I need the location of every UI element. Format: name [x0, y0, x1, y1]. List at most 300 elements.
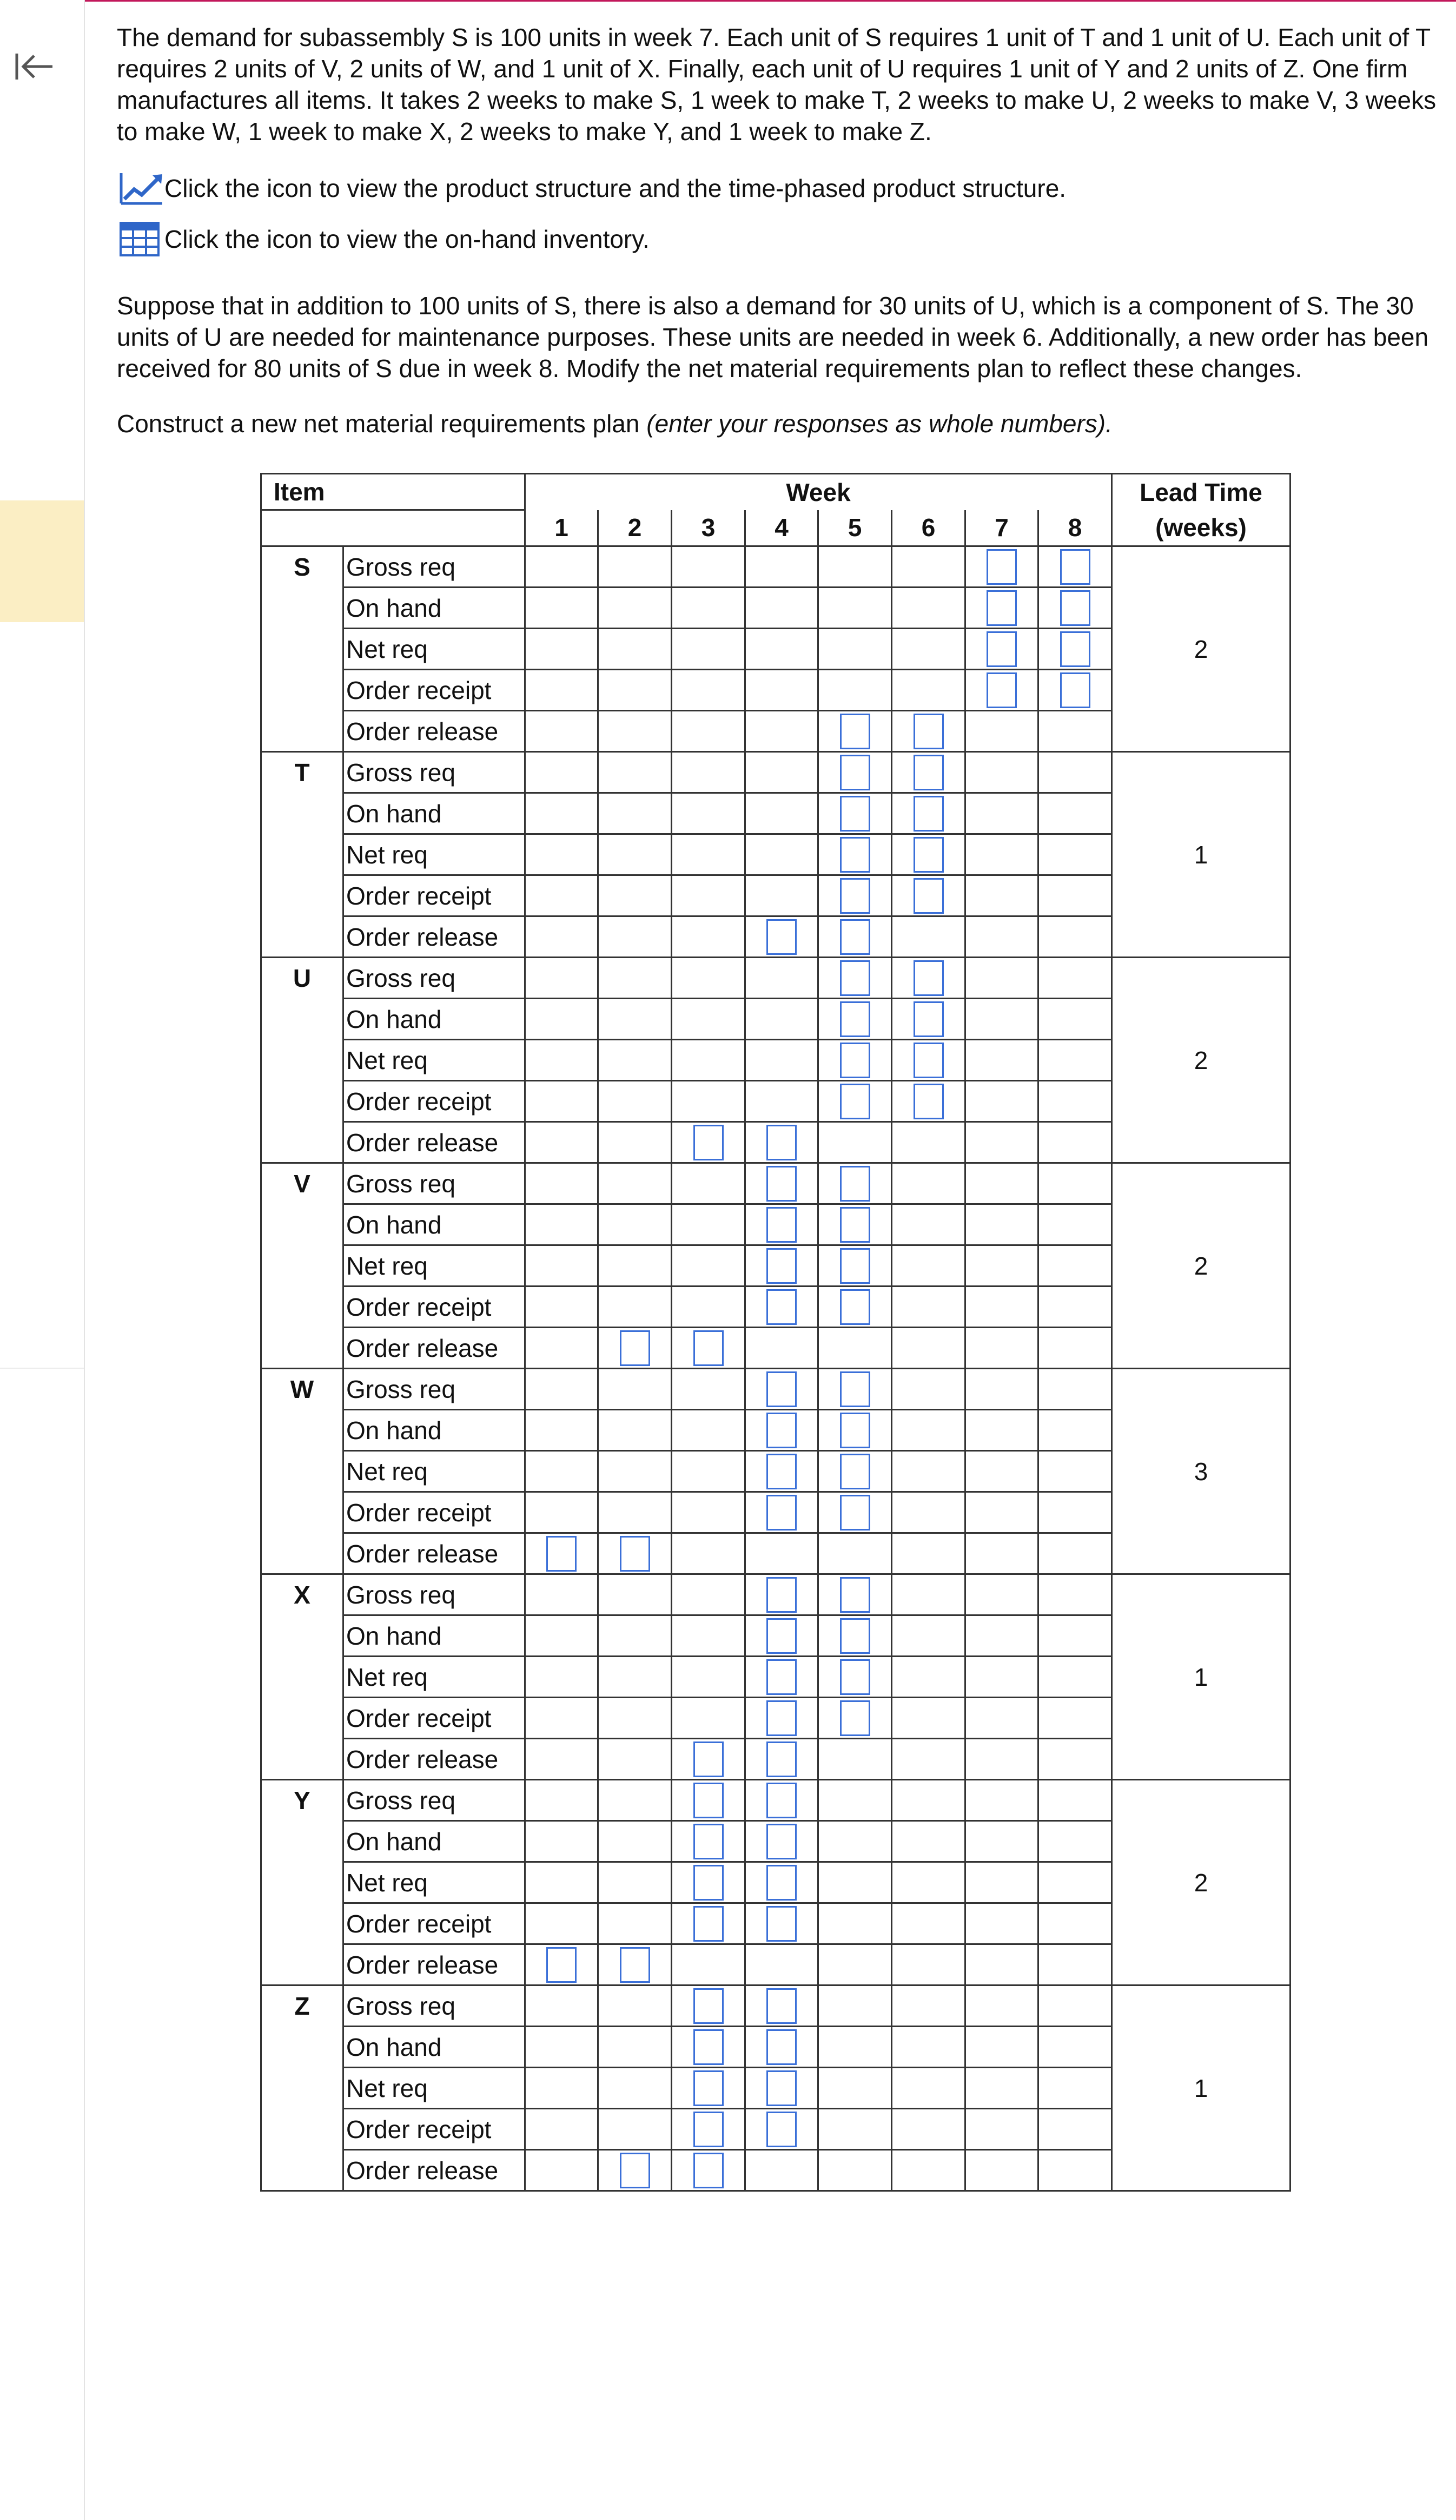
cell-week-7[interactable]	[965, 546, 1038, 588]
cell-week-8	[1038, 1163, 1112, 1204]
inventory-link-text[interactable]: Click the icon to view the on-hand inventory.	[164, 225, 650, 253]
cell-week-5[interactable]	[818, 1615, 892, 1657]
answer-input[interactable]	[766, 1413, 797, 1448]
answer-input[interactable]	[840, 837, 870, 873]
cell-week-7	[965, 916, 1038, 958]
cell-week-1	[525, 1122, 598, 1163]
answer-input[interactable]	[840, 1371, 870, 1407]
cell-week-5[interactable]	[818, 1204, 892, 1245]
answer-input[interactable]	[840, 960, 870, 996]
cell-week-4[interactable]	[745, 1698, 818, 1739]
answer-input[interactable]	[914, 796, 944, 832]
cell-week-2	[598, 629, 672, 670]
answer-input[interactable]	[546, 1947, 577, 1983]
cell-week-6	[892, 1533, 965, 1574]
cell-week-4[interactable]	[745, 1862, 818, 1903]
cell-week-4	[745, 588, 818, 629]
instruction-main: Construct a new net material requirements plan	[117, 410, 640, 438]
answer-input[interactable]	[840, 1577, 870, 1613]
cell-week-3	[672, 752, 745, 793]
answer-input[interactable]	[840, 1289, 870, 1325]
cell-week-8[interactable]	[1038, 588, 1112, 629]
cell-week-8	[1038, 1903, 1112, 1944]
cell-week-2	[598, 1245, 672, 1287]
problem-intro: The demand for subassembly S is 100 units in week 7. Each unit of S requires 1 unit of T and 1 unit of U. Each unit of T requires 2 units of V, 2 units of W, and 1 unit of X. Finally, each unit of U requires 1 unit of Y and 2 units of Z. One firm manufactures all items. It takes 2 weeks to make S, 1 week to make T, 2 weeks to make U, 2 weeks to make V, 3 weeks to make W, 1 week to make X, 2 weeks to make Y, and 1 week to make Z.	[117, 23, 1437, 146]
week-7-header: 7	[965, 510, 1038, 546]
week-3-header: 3	[672, 510, 745, 546]
cell-week-7	[965, 1739, 1038, 1780]
product-structure-link[interactable]	[119, 167, 1437, 210]
cell-week-7[interactable]	[965, 629, 1038, 670]
answer-input[interactable]	[693, 1125, 724, 1160]
cell-week-6	[892, 1245, 965, 1287]
cell-week-1	[525, 2027, 598, 2068]
cell-week-4[interactable]	[745, 1657, 818, 1698]
cell-week-7	[965, 1081, 1038, 1122]
lead-time-u: 2	[1112, 958, 1290, 1163]
cell-week-7	[965, 1369, 1038, 1410]
answer-input[interactable]	[766, 1741, 797, 1777]
row-label: Order release	[343, 916, 525, 958]
cell-week-5	[818, 546, 892, 588]
cell-week-3	[672, 629, 745, 670]
item-name-spacer	[261, 670, 343, 711]
cell-week-5[interactable]	[818, 958, 892, 999]
cell-week-1	[525, 1163, 598, 1204]
answer-input[interactable]	[766, 1700, 797, 1736]
cell-week-6[interactable]	[892, 1040, 965, 1081]
cell-week-8	[1038, 1821, 1112, 1862]
answer-input[interactable]	[693, 1824, 724, 1859]
cell-week-5	[818, 588, 892, 629]
cell-week-4	[745, 2150, 818, 2191]
answer-input[interactable]	[693, 1741, 724, 1777]
cell-week-5[interactable]	[818, 1410, 892, 1451]
answer-input[interactable]	[840, 1043, 870, 1078]
cell-week-4[interactable]	[745, 1204, 818, 1245]
cell-week-5	[818, 1122, 892, 1163]
cell-week-3[interactable]	[672, 1122, 745, 1163]
cell-week-5[interactable]	[818, 1245, 892, 1287]
row-label: On hand	[343, 2027, 525, 2068]
cell-week-7	[965, 1985, 1038, 2027]
cell-week-4[interactable]	[745, 1245, 818, 1287]
cell-week-7	[965, 2068, 1038, 2109]
answer-input[interactable]	[766, 1371, 797, 1407]
cell-week-3	[672, 1163, 745, 1204]
cell-week-6[interactable]	[892, 752, 965, 793]
cell-week-6[interactable]	[892, 875, 965, 916]
item-name-spacer	[261, 2027, 343, 2068]
answer-input[interactable]	[766, 1824, 797, 1859]
cell-week-4[interactable]	[745, 2068, 818, 2109]
cell-week-5[interactable]	[818, 834, 892, 875]
answer-input[interactable]	[766, 1248, 797, 1284]
cell-week-5[interactable]	[818, 1492, 892, 1533]
chart-icon[interactable]	[119, 171, 164, 206]
cell-week-4[interactable]	[745, 1287, 818, 1328]
cell-week-1	[525, 1862, 598, 1903]
item-name-spacer	[261, 1739, 343, 1780]
answer-input[interactable]	[840, 1618, 870, 1654]
answer-input[interactable]	[693, 2112, 724, 2147]
cell-week-7[interactable]	[965, 670, 1038, 711]
answer-input[interactable]	[840, 1207, 870, 1243]
answer-input[interactable]	[766, 1289, 797, 1325]
cell-week-2[interactable]	[598, 1944, 672, 1985]
cell-week-6[interactable]	[892, 958, 965, 999]
cell-week-8	[1038, 1451, 1112, 1492]
cell-week-4[interactable]	[745, 1369, 818, 1410]
cell-week-5	[818, 1862, 892, 1903]
row-label: Net req	[343, 834, 525, 875]
answer-input[interactable]	[620, 1536, 650, 1572]
cell-week-1	[525, 629, 598, 670]
cell-week-3[interactable]	[672, 1780, 745, 1821]
answer-input[interactable]	[987, 590, 1017, 626]
cell-week-5	[818, 629, 892, 670]
cell-week-2	[598, 1163, 672, 1204]
answer-input[interactable]	[693, 1783, 724, 1818]
answer-input[interactable]	[1060, 672, 1090, 708]
cell-week-5[interactable]	[818, 875, 892, 916]
cell-week-5[interactable]	[818, 1369, 892, 1410]
answer-input[interactable]	[914, 755, 944, 790]
cell-week-7	[965, 1533, 1038, 1574]
row-label: On hand	[343, 1821, 525, 1862]
cell-week-8	[1038, 1410, 1112, 1451]
row-label: On hand	[343, 999, 525, 1040]
answer-input[interactable]	[840, 1001, 870, 1037]
answer-input[interactable]	[840, 1700, 870, 1736]
answer-input[interactable]	[840, 714, 870, 749]
cell-week-3[interactable]	[672, 2068, 745, 2109]
week-header: Week	[525, 474, 1112, 510]
answer-input[interactable]	[840, 755, 870, 790]
cell-week-4[interactable]	[745, 1615, 818, 1657]
cell-week-4[interactable]	[745, 916, 818, 958]
cell-week-1	[525, 1739, 598, 1780]
cell-week-5[interactable]	[818, 793, 892, 834]
cell-week-1	[525, 1615, 598, 1657]
cell-week-8[interactable]	[1038, 629, 1112, 670]
cell-week-7	[965, 1287, 1038, 1328]
cell-week-2	[598, 2027, 672, 2068]
answer-input[interactable]	[766, 1166, 797, 1202]
cell-week-3[interactable]	[672, 2109, 745, 2150]
answer-input[interactable]	[840, 878, 870, 914]
lead-time-x: 1	[1112, 1574, 1290, 1780]
answer-input[interactable]	[914, 714, 944, 749]
cell-week-6	[892, 1615, 965, 1657]
cell-week-3[interactable]	[672, 1328, 745, 1369]
cell-week-3[interactable]	[672, 1821, 745, 1862]
item-name-spacer	[261, 629, 343, 670]
answer-input[interactable]	[840, 1413, 870, 1448]
lead-time-unit-header: (weeks)	[1112, 510, 1290, 546]
cell-week-8	[1038, 1122, 1112, 1163]
mrp-row-y-gross-req	[261, 1780, 1290, 1821]
cell-week-8	[1038, 1739, 1112, 1780]
cell-week-5[interactable]	[818, 1081, 892, 1122]
cell-week-6[interactable]	[892, 793, 965, 834]
answer-input[interactable]	[1060, 590, 1090, 626]
cell-week-6	[892, 588, 965, 629]
cell-week-3[interactable]	[672, 1903, 745, 1944]
answer-input[interactable]	[840, 1084, 870, 1119]
answer-input[interactable]	[914, 1043, 944, 1078]
cell-week-1	[525, 752, 598, 793]
cell-week-4	[745, 1328, 818, 1369]
cell-week-4[interactable]	[745, 1410, 818, 1451]
cell-week-7	[965, 1698, 1038, 1739]
cell-week-2	[598, 546, 672, 588]
cell-week-8	[1038, 1862, 1112, 1903]
row-label: On hand	[343, 1204, 525, 1245]
item-name-spacer	[261, 916, 343, 958]
cell-week-8[interactable]	[1038, 670, 1112, 711]
cell-week-2	[598, 1081, 672, 1122]
item-name-spacer	[261, 1245, 343, 1287]
cell-week-7	[965, 752, 1038, 793]
cell-week-2[interactable]	[598, 1533, 672, 1574]
answer-input[interactable]	[840, 919, 870, 955]
cell-week-6[interactable]	[892, 711, 965, 752]
cell-week-5[interactable]	[818, 711, 892, 752]
inventory-link[interactable]	[119, 217, 1437, 261]
answer-input[interactable]	[987, 549, 1017, 585]
cell-week-2	[598, 1903, 672, 1944]
cell-week-5[interactable]	[818, 1698, 892, 1739]
answer-input[interactable]	[987, 631, 1017, 667]
cell-week-4[interactable]	[745, 1574, 818, 1615]
cell-week-3	[672, 999, 745, 1040]
answer-input[interactable]	[766, 1125, 797, 1160]
cell-week-1	[525, 1903, 598, 1944]
item-name-spacer	[261, 2068, 343, 2109]
cell-week-5[interactable]	[818, 1657, 892, 1698]
top-accent-line	[0, 0, 1456, 2]
answer-input[interactable]	[766, 2112, 797, 2147]
cell-week-6[interactable]	[892, 999, 965, 1040]
answer-input[interactable]	[766, 1659, 797, 1695]
answer-input[interactable]	[840, 1454, 870, 1489]
cell-week-6[interactable]	[892, 1081, 965, 1122]
cell-week-4[interactable]	[745, 1451, 818, 1492]
cell-week-2	[598, 1040, 672, 1081]
cell-week-3	[672, 793, 745, 834]
cell-week-3[interactable]	[672, 2027, 745, 2068]
cell-week-7	[965, 999, 1038, 1040]
cell-week-5[interactable]	[818, 1451, 892, 1492]
cell-week-7	[965, 1122, 1038, 1163]
cell-week-8	[1038, 752, 1112, 793]
item-header-spacer	[261, 510, 525, 546]
cell-week-7	[965, 1204, 1038, 1245]
answer-input[interactable]	[1060, 549, 1090, 585]
cell-week-7	[965, 834, 1038, 875]
cell-week-4[interactable]	[745, 1163, 818, 1204]
cell-week-2[interactable]	[598, 2150, 672, 2191]
cell-week-1	[525, 793, 598, 834]
answer-input[interactable]	[693, 2070, 724, 2106]
cell-week-1	[525, 546, 598, 588]
item-name-spacer	[261, 1903, 343, 1944]
cell-week-1[interactable]	[525, 1944, 598, 1985]
lead-time-z: 1	[1112, 1985, 1290, 2191]
answer-input[interactable]	[987, 672, 1017, 708]
answer-input[interactable]	[766, 1783, 797, 1818]
cell-week-5[interactable]	[818, 1574, 892, 1615]
lead-time-t: 1	[1112, 752, 1290, 958]
cell-week-2	[598, 1204, 672, 1245]
answer-input[interactable]	[766, 2029, 797, 2065]
cell-week-2	[598, 958, 672, 999]
cell-week-1[interactable]	[525, 1533, 598, 1574]
cell-week-3[interactable]	[672, 1739, 745, 1780]
answer-input[interactable]	[693, 1865, 724, 1901]
cell-week-5[interactable]	[818, 916, 892, 958]
cell-week-4[interactable]	[745, 1903, 818, 1944]
cell-week-3	[672, 1492, 745, 1533]
cell-week-4	[745, 1081, 818, 1122]
row-label: Order receipt	[343, 1492, 525, 1533]
cell-week-2	[598, 1780, 672, 1821]
cell-week-1	[525, 1040, 598, 1081]
row-label: Gross req	[343, 1780, 525, 1821]
cell-week-8	[1038, 1780, 1112, 1821]
answer-input[interactable]	[620, 2153, 650, 2188]
answer-input[interactable]	[766, 1207, 797, 1243]
lead-time-header: Lead Time	[1112, 474, 1290, 510]
cell-week-6	[892, 1163, 965, 1204]
cell-week-4[interactable]	[745, 1122, 818, 1163]
item-name-w: W	[261, 1369, 343, 1410]
item-name-z: Z	[261, 1985, 343, 2027]
answer-input[interactable]	[693, 1988, 724, 2024]
cell-week-6	[892, 2068, 965, 2109]
lead-time-y: 2	[1112, 1780, 1290, 1985]
answer-input[interactable]	[766, 919, 797, 955]
mrp-row-u-gross-req	[261, 958, 1290, 999]
answer-input[interactable]	[840, 1166, 870, 1202]
answer-input[interactable]	[766, 1618, 797, 1654]
cell-week-3	[672, 670, 745, 711]
row-label: Order receipt	[343, 670, 525, 711]
row-label: Gross req	[343, 546, 525, 588]
cell-week-5[interactable]	[818, 1040, 892, 1081]
cell-week-3[interactable]	[672, 1862, 745, 1903]
answer-input[interactable]	[766, 1495, 797, 1531]
row-label: Order release	[343, 711, 525, 752]
week-2-header: 2	[598, 510, 672, 546]
cell-week-4[interactable]	[745, 2109, 818, 2150]
item-name-t: T	[261, 752, 343, 793]
lead-time-w: 3	[1112, 1369, 1290, 1574]
answer-input[interactable]	[766, 1865, 797, 1901]
answer-input[interactable]	[766, 1577, 797, 1613]
cell-week-4[interactable]	[745, 2027, 818, 2068]
product-structure-link-text[interactable]: Click the icon to view the product structure and the time-phased product structure.	[164, 174, 1067, 202]
cell-week-2[interactable]	[598, 1328, 672, 1369]
answer-input[interactable]	[620, 1330, 650, 1366]
answer-input[interactable]	[693, 1330, 724, 1366]
cell-week-8[interactable]	[1038, 546, 1112, 588]
cell-week-2	[598, 1451, 672, 1492]
answer-input[interactable]	[693, 2153, 724, 2188]
answer-input[interactable]	[693, 1906, 724, 1942]
cell-week-6	[892, 1698, 965, 1739]
item-name-spacer	[261, 1492, 343, 1533]
cell-week-4[interactable]	[745, 1492, 818, 1533]
answer-input[interactable]	[914, 878, 944, 914]
cell-week-8	[1038, 875, 1112, 916]
cell-week-4[interactable]	[745, 1739, 818, 1780]
cell-week-5	[818, 1903, 892, 1944]
cell-week-7[interactable]	[965, 588, 1038, 629]
cell-week-2	[598, 1492, 672, 1533]
cell-week-6	[892, 1328, 965, 1369]
answer-input[interactable]	[1060, 631, 1090, 667]
cell-week-6	[892, 1369, 965, 1410]
cell-week-8	[1038, 2109, 1112, 2150]
cell-week-2	[598, 1739, 672, 1780]
table-grid-icon[interactable]	[119, 221, 160, 257]
cell-week-4[interactable]	[745, 1821, 818, 1862]
answer-input[interactable]	[693, 2029, 724, 2065]
answer-input[interactable]	[766, 1988, 797, 2024]
item-name-spacer	[261, 2109, 343, 2150]
answer-input[interactable]	[620, 1947, 650, 1983]
answer-input[interactable]	[840, 1248, 870, 1284]
answer-input[interactable]	[840, 796, 870, 832]
cell-week-5[interactable]	[818, 1163, 892, 1204]
cell-week-4	[745, 670, 818, 711]
answer-input[interactable]	[766, 2070, 797, 2106]
answer-input[interactable]	[766, 1906, 797, 1942]
collapse-button[interactable]	[10, 42, 58, 91]
cell-week-2	[598, 834, 672, 875]
cell-week-7	[965, 1862, 1038, 1903]
cell-week-3[interactable]	[672, 1985, 745, 2027]
item-name-spacer	[261, 1287, 343, 1328]
cell-week-5[interactable]	[818, 999, 892, 1040]
cell-week-4[interactable]	[745, 1985, 818, 2027]
answer-input[interactable]	[914, 1001, 944, 1037]
answer-input[interactable]	[766, 1454, 797, 1489]
cell-week-4	[745, 958, 818, 999]
mrp-row-z-gross-req	[261, 1985, 1290, 2027]
row-label: Net req	[343, 629, 525, 670]
cell-week-5[interactable]	[818, 752, 892, 793]
answer-input[interactable]	[914, 960, 944, 996]
header-row	[261, 474, 1290, 510]
cell-week-6[interactable]	[892, 834, 965, 875]
answer-input[interactable]	[914, 837, 944, 873]
answer-input[interactable]	[840, 1659, 870, 1695]
cell-week-3[interactable]	[672, 2150, 745, 2191]
answer-input[interactable]	[914, 1084, 944, 1119]
left-sidebar	[0, 0, 85, 2520]
row-label: Net req	[343, 2068, 525, 2109]
cell-week-5	[818, 2150, 892, 2191]
cell-week-4[interactable]	[745, 1780, 818, 1821]
row-label: Gross req	[343, 752, 525, 793]
cell-week-5[interactable]	[818, 1287, 892, 1328]
answer-input[interactable]	[546, 1536, 577, 1572]
cell-week-5	[818, 1944, 892, 1985]
answer-input[interactable]	[840, 1495, 870, 1531]
